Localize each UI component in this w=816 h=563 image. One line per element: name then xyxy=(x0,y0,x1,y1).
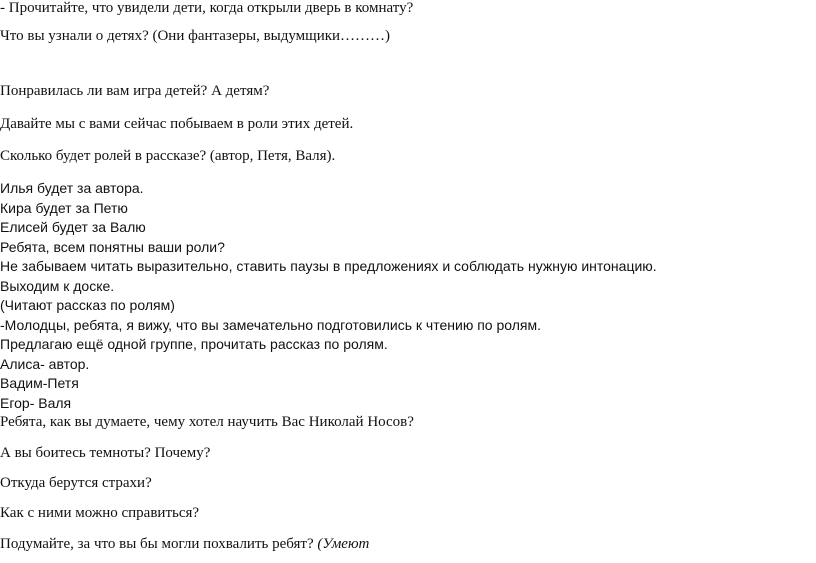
question-line-2: Что вы узнали о детях? (Они фантазеры, выдумщики………) xyxy=(0,28,391,44)
role-line-12: Егор- Валя xyxy=(0,395,72,411)
discussion-line-5 xyxy=(0,536,369,553)
role-line-11: Вадим-Петя xyxy=(0,375,79,391)
discussion-line-3: Откуда берутся страхи? xyxy=(0,475,152,491)
role-line-7: (Читают рассказ по ролям) xyxy=(0,297,175,313)
role-line-2: Кира будет за Петю xyxy=(0,200,128,216)
discussion-line-4: Как с ними можно справиться? xyxy=(0,505,200,521)
role-line-4: Ребята, всем понятны ваши роли? xyxy=(0,239,225,255)
question-line-4: Давайте мы с вами сейчас побываем в роли этих детей. xyxy=(0,116,354,132)
discussion-line-5-text: Подумайте, за что вы бы могли похвалить ребят? xyxy=(0,536,318,552)
question-line-1: - Прочитайте, что увидели дети, когда открыли дверь в комнату? xyxy=(0,0,414,16)
role-line-8: -Молодцы, ребята, я вижу, что вы замечательно подготовились к чтению по ролям. xyxy=(0,317,541,333)
role-line-5: Не забываем читать выразительно, ставить паузы в предложениях и соблюдать нужную интонацию. xyxy=(0,258,657,274)
question-line-3: Понравилась ли вам игра детей? А детям? xyxy=(0,83,270,99)
question-line-5: Сколько будет ролей в рассказе? (автор, Петя, Валя). xyxy=(0,148,336,164)
discussion-line-1: Ребята, как вы думаете, чему хотел научить Вас Николай Носов? xyxy=(0,414,414,430)
role-line-10: Алиса- автор. xyxy=(0,356,90,372)
role-line-1: Илья будет за автора. xyxy=(0,180,144,196)
role-line-9: Предлагаю ещё одной группе, прочитать рассказ по ролям. xyxy=(0,336,388,352)
role-line-6: Выходим к доске. xyxy=(0,278,115,294)
discussion-line-5-italic: (Умеют xyxy=(317,536,370,552)
discussion-line-2: А вы боитесь темноты? Почему? xyxy=(0,445,211,461)
role-line-3: Елисей будет за Валю xyxy=(0,219,146,235)
